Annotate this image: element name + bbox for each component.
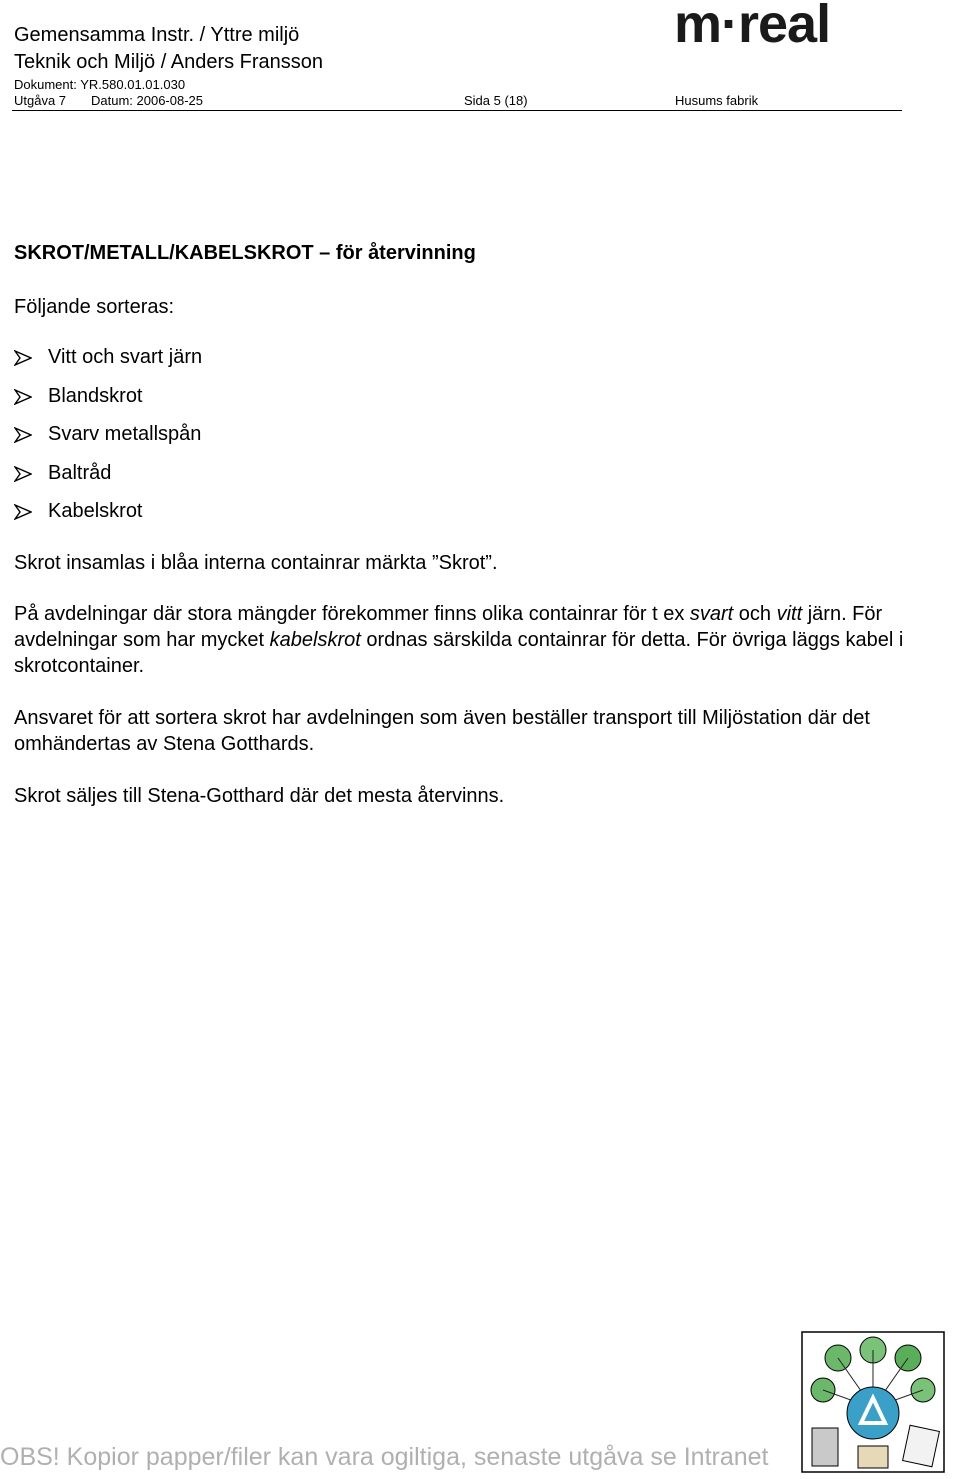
header-edition: Utgåva 7 <box>14 93 67 108</box>
list-item <box>14 344 202 383</box>
list-item <box>14 383 202 422</box>
arrow-bullet-icon <box>14 504 32 520</box>
list-item <box>14 421 202 460</box>
list-item <box>14 498 202 537</box>
arrow-bullet-icon <box>14 350 32 366</box>
header-meta-row <box>14 93 902 111</box>
list-item-label: Svarv metallspån <box>48 423 202 445</box>
intro-text: Följande sorteras: <box>14 296 175 318</box>
responsibility-paragraph: Ansvaret för att sortera skrot har avdelningen som även beställer transport till Miljöstation där det omhändertas av Stena Gotthards. <box>14 707 870 755</box>
mreal-logo <box>672 0 902 50</box>
header-page: Sida 5 (18) <box>464 93 528 108</box>
header-title: Gemensamma Instr. / Yttre miljö <box>14 24 300 46</box>
list-item-label: Kabelskrot <box>48 500 143 522</box>
footer-notice: OBS! Kopior papper/filer kan vara ogiltiga, senaste utgåva se Intranet <box>0 1443 769 1471</box>
sale-paragraph: Skrot säljes till Stena-Gotthard där det mesta återvinns. <box>14 785 505 807</box>
header-document-id: Dokument: YR.580.01.01.030 <box>14 77 186 92</box>
collection-paragraph: Skrot insamlas i blåa interna containrar märkta ”Skrot”. <box>14 552 498 574</box>
list-item-label: Baltråd <box>48 461 112 484</box>
arrow-bullet-icon <box>14 389 32 405</box>
arrow-bullet-icon <box>14 427 32 443</box>
list-item <box>14 460 202 499</box>
list-item-label: Blandskrot <box>48 384 143 407</box>
arrow-bullet-icon <box>14 466 32 482</box>
header-rule <box>12 110 902 111</box>
departments-paragraph: På avdelningar där stora mängder förekommer finns olika containrar för t ex svart och vitt järn. För avdelningar som har mycket kabelskrot ordnas särskilda containrar för detta. För övriga läggs kabel i skrotcontainer. <box>14 603 904 677</box>
sorted-items-list <box>14 344 202 537</box>
recycling-clipart <box>798 1328 948 1476</box>
list-item-label: Vitt och svart järn <box>48 346 203 368</box>
header-site: Husums fabrik <box>675 93 759 108</box>
svg-text:m·real: m·real <box>674 0 831 50</box>
section-title: SKROT/METALL/KABELSKROT – för återvinning <box>14 242 476 264</box>
header-department: Teknik och Miljö / Anders Fransson <box>14 51 324 73</box>
header-date: Datum: 2006-08-25 <box>91 93 204 108</box>
